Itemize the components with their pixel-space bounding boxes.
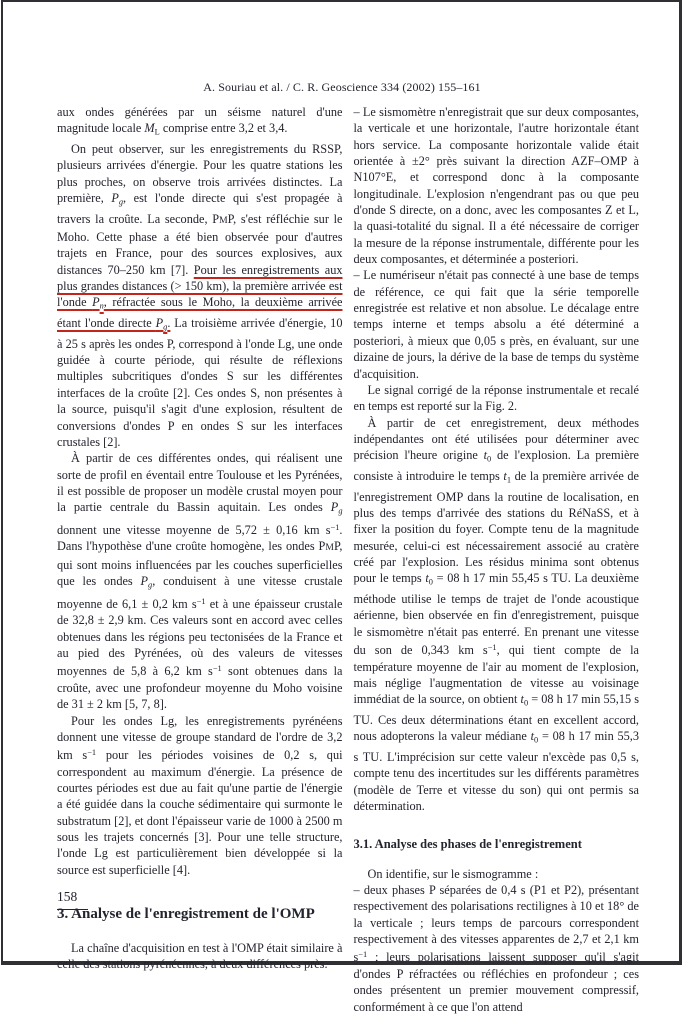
text-segment: −1 bbox=[487, 642, 497, 652]
text-segment: La chaîne d'acquisition en test à l'OMP était similaire à celle des stations pyrénéennes, à deux différences près. bbox=[57, 940, 343, 971]
text-segment: 0 bbox=[523, 698, 529, 708]
paragraph bbox=[354, 882, 640, 1015]
text-segment: et à une épaisseur crustale de 32,8 ± 2,9 km. Ces valeurs sont en accord avec celles obtenues dans les régions peu tectonisées de la France et au pied des Pyrénées, où des valeurs de vitesses moyennes de 5,8 à 6,2 km s bbox=[57, 596, 343, 679]
paragraph bbox=[57, 104, 343, 141]
text-segment: 0 bbox=[487, 454, 492, 464]
two-column-layout bbox=[57, 104, 639, 1015]
text-segment: −1 bbox=[212, 664, 222, 674]
text-segment: −1 bbox=[330, 522, 340, 532]
text-segment: pour les périodes voisines de 0,2 s, qui correspondent au maximum d'énergie. La présence de courtes périodes est due au fait qu'une partie de l'énergie a été guidée dans la couche sédimentaire qui surmonte le substratum [2], et dont l'épaisseur varie de 1000 à 2500 m sous les trajets concernés [3]. Pour une telle structure, l'onde Lg est particulièrement bien développée si la source est superficielle [4]. bbox=[57, 748, 343, 877]
text-segment: = 08 h 17 min 55,3 s TU. L'imprécision sur cette valeur n'excède pas 0,5 s, compte tenu des incertitudes sur les différents paramètres (modèle de Terre et vitesse du son) qui ont permis sa détermination. bbox=[353, 729, 639, 813]
text-segment: −1 bbox=[358, 950, 368, 960]
page-number: 158 bbox=[57, 889, 88, 910]
text-segment: t bbox=[530, 729, 535, 744]
left-column bbox=[57, 104, 343, 972]
text-segment: t bbox=[483, 448, 488, 463]
text-segment: M bbox=[144, 121, 155, 136]
text-segment: , est l'onde directe qui s'est propagée à travers la croûte. La seconde, P bbox=[57, 191, 343, 226]
text-segment: . Dans l'hypothèse d'une croûte homogène, les ondes P bbox=[57, 523, 343, 554]
text-segment: P bbox=[140, 574, 149, 589]
text-segment: P, qui sont moins influencées par les couches superficielles que les ondes bbox=[57, 539, 343, 589]
red-underline-annotation: Pour les enregistrements aux plus grandes distances (> 150 km), la première arrivée est l'onde bbox=[57, 262, 343, 310]
text-segment: t bbox=[425, 571, 429, 586]
text-segment: −1 bbox=[196, 596, 206, 606]
text-segment: P bbox=[111, 191, 119, 206]
text-segment: On peut observer, sur les enregistrements du RSSP, plusieurs arrivées d'énergie. Pour les quatre stations les plus proches, on observe trois arrivées distinctes. La première, bbox=[57, 142, 343, 206]
running-header: A. Souriau et al. / C. R. Geoscience 334 (2002) 155–161 bbox=[203, 80, 481, 94]
red-underline-annotation: g bbox=[163, 322, 168, 332]
text-segment: g bbox=[118, 197, 124, 207]
text-segment: ; leurs polarisations laissent supposer qu'il s'agit d'ondes P réfractées ou réfléchies en profondeur ; ces ondes présentent un premier mouvement compressif, conformément à ce que l'on attend bbox=[353, 950, 639, 1014]
paragraph bbox=[57, 141, 343, 450]
subsection-heading: 3.1. Analyse des phases de l'enregistrement bbox=[353, 837, 582, 852]
text-segment: On identifie, sur le sismogramme : bbox=[367, 866, 539, 881]
text-segment: P bbox=[330, 500, 339, 515]
text-segment: – Le sismomètre n'enregistrait que sur deux composantes, la verticale et une horizontale, l'autre horizontale étant hors service. La composante horizontale valide était orientée à ±2° près suivant la direction AZF–OMP à N107°E, et correspond donc à la composante longitudinale. L'explosion n'engendrant pas ou que peu d'onde S directe, on a donc, avec les composantes Z et L, la quasi-totalité du signal. Il a été nécessaire de corriger la mesure de la réponse instrumentale, différente pour les deux composantes, et déterminée a posteriori. bbox=[353, 105, 639, 267]
text-segment: t bbox=[503, 468, 507, 483]
text-segment: Le signal corrigé de la réponse instrumentale et recalé en temps est reporté sur la Fig. 2. bbox=[353, 382, 639, 414]
text-segment: 0 bbox=[428, 577, 433, 587]
text-segment: La troisième arrivée d'énergie, 10 à 25 s après les ondes P, correspond à l'onde Lg, une onde guidée à courte période, qui résulte de réflexions multiples subcritiques d'ondes S sur les différentes interfaces de la croûte [2]. Ces ondes S, non présentes à la source, puisqu'il s'agit d'une explosion, résultent de conversions d'ondes P en ondes S sur les interfaces crustales [2]. bbox=[57, 316, 343, 449]
paragraph bbox=[354, 866, 640, 882]
red-underline-annotation: . bbox=[167, 316, 171, 331]
text-segment: À partir de cet enregistrement, deux méthodes indépendantes ont été utilisées pour déterminer avec précision l'heure origine bbox=[353, 415, 639, 463]
text-segment: g bbox=[338, 506, 343, 516]
text-segment: À partir de ces différentes ondes, qui réalisent une sorte de profil en éventail entre Toulouse et les Pyrénées, il est possible de proposer un modèle crustal moyen pour la partie centrale du Bassin aquitain. Les ondes bbox=[57, 451, 343, 515]
red-underline-annotation: , réfractée sous le Moho, la deuxième arrivée étant l'onde directe bbox=[57, 295, 343, 331]
text-segment: – Le numériseur n'était pas connecté à une base de temps de référence, ce qui fait que la série temporelle enregistrée est relative et non absolue. Le décalage entre temps interne et temps absolu a été déterminé a posteriori, à mieux que 0,05 s près, en évaluant, sur une dizaine de jours, la dérive de la base de temps du système d'acquisition. bbox=[353, 268, 639, 381]
text-segment: de la première arrivée de l'enregistrement OMP dans la routine de localisation, en plus des temps d'arrivée des stations du RéNaSS, et à fixer la position du foyer. Compte tenu de la magnitude mesurée, celui-ci est nécessairement associé au cratère créé par l'explosion. Les résidus minima sont obtenus pour le temps bbox=[353, 468, 640, 586]
text-segment: de l'explosion. La première consiste à introduire le temps bbox=[353, 448, 639, 483]
paragraph bbox=[57, 713, 343, 879]
text-segment: donnent une vitesse moyenne de 5,72 ± 0,16 km s bbox=[57, 523, 331, 538]
text-segment: Pour les ondes Lg, les enregistrements pyrénéens donnent une vitesse de groupe standard de l'ordre de 3,2 km s bbox=[57, 713, 343, 763]
text-segment: sont obtenues dans la croûte, avec une profondeur moyenne du Moho voisine de 31 ± 2 km [5, 7, 8]. bbox=[57, 664, 343, 712]
paragraph bbox=[354, 104, 640, 267]
text-segment: – deux phases P séparées de 0,4 s (P1 et P2), présentant respectivement des polarisations rectilignes à 10 et 18° de la verticale ; leurs temps de parcours correspondent respectivement à des vitesses apparentes de 2,7 et 2,1 km s bbox=[353, 883, 639, 965]
paragraph bbox=[57, 450, 343, 712]
red-underline-annotation: P bbox=[155, 316, 164, 331]
right-column bbox=[354, 104, 640, 1015]
paragraph bbox=[354, 267, 640, 381]
text-segment: aux ondes générées par un séisme naturel d'une magnitude locale bbox=[57, 105, 343, 136]
text-segment: M bbox=[219, 214, 228, 226]
text-segment: M bbox=[325, 542, 334, 554]
text-segment: −1 bbox=[87, 748, 97, 758]
text-segment: , conduisent à une vitesse crustale moyenne de 6,1 ± 0,2 km s bbox=[57, 574, 343, 611]
red-underline-annotation: n bbox=[99, 301, 104, 311]
paragraph bbox=[57, 940, 343, 973]
paragraph bbox=[354, 415, 640, 815]
text-segment: = 08 h 17 min 55,45 s TU. La deuxième méthode utilise le temps de trajet de l'onde acoustique aérienne, bien observée en fin d'enregistrement, puisque le sismomètre n'était pas enterré. En prenant une vitesse du son de 0,343 km s bbox=[353, 571, 639, 658]
text-segment: P, s'est réfléchie sur le Moho. Cette phase a été bien observée pour d'autres trajets en France, pour des sources explosives, aux distances 70–250 km [7]. bbox=[57, 211, 343, 277]
text-segment: L bbox=[154, 127, 160, 137]
red-underline-annotation: P bbox=[92, 295, 100, 310]
text-segment: , qui tient compte de la température moyenne de l'air au moment de l'explosion, mais néglige l'augmentation de vitesse au voisinage immédiat de la source, on obtient bbox=[353, 643, 639, 707]
text-segment: g bbox=[148, 580, 153, 590]
text-segment: t bbox=[520, 692, 524, 707]
text-segment: 0 bbox=[534, 735, 539, 745]
text-segment: comprise entre 3,2 et 3,4. bbox=[159, 121, 288, 136]
text-segment: = 08 h 17 min 55,15 s TU. Ces deux déterminations étant en excellent accord, nous adopterons la valeur médiane bbox=[353, 692, 639, 744]
text-segment: 1 bbox=[506, 475, 512, 485]
paragraph bbox=[354, 382, 640, 415]
section-heading: 3. Analyse de l'enregistrement de l'OMP bbox=[57, 906, 315, 923]
